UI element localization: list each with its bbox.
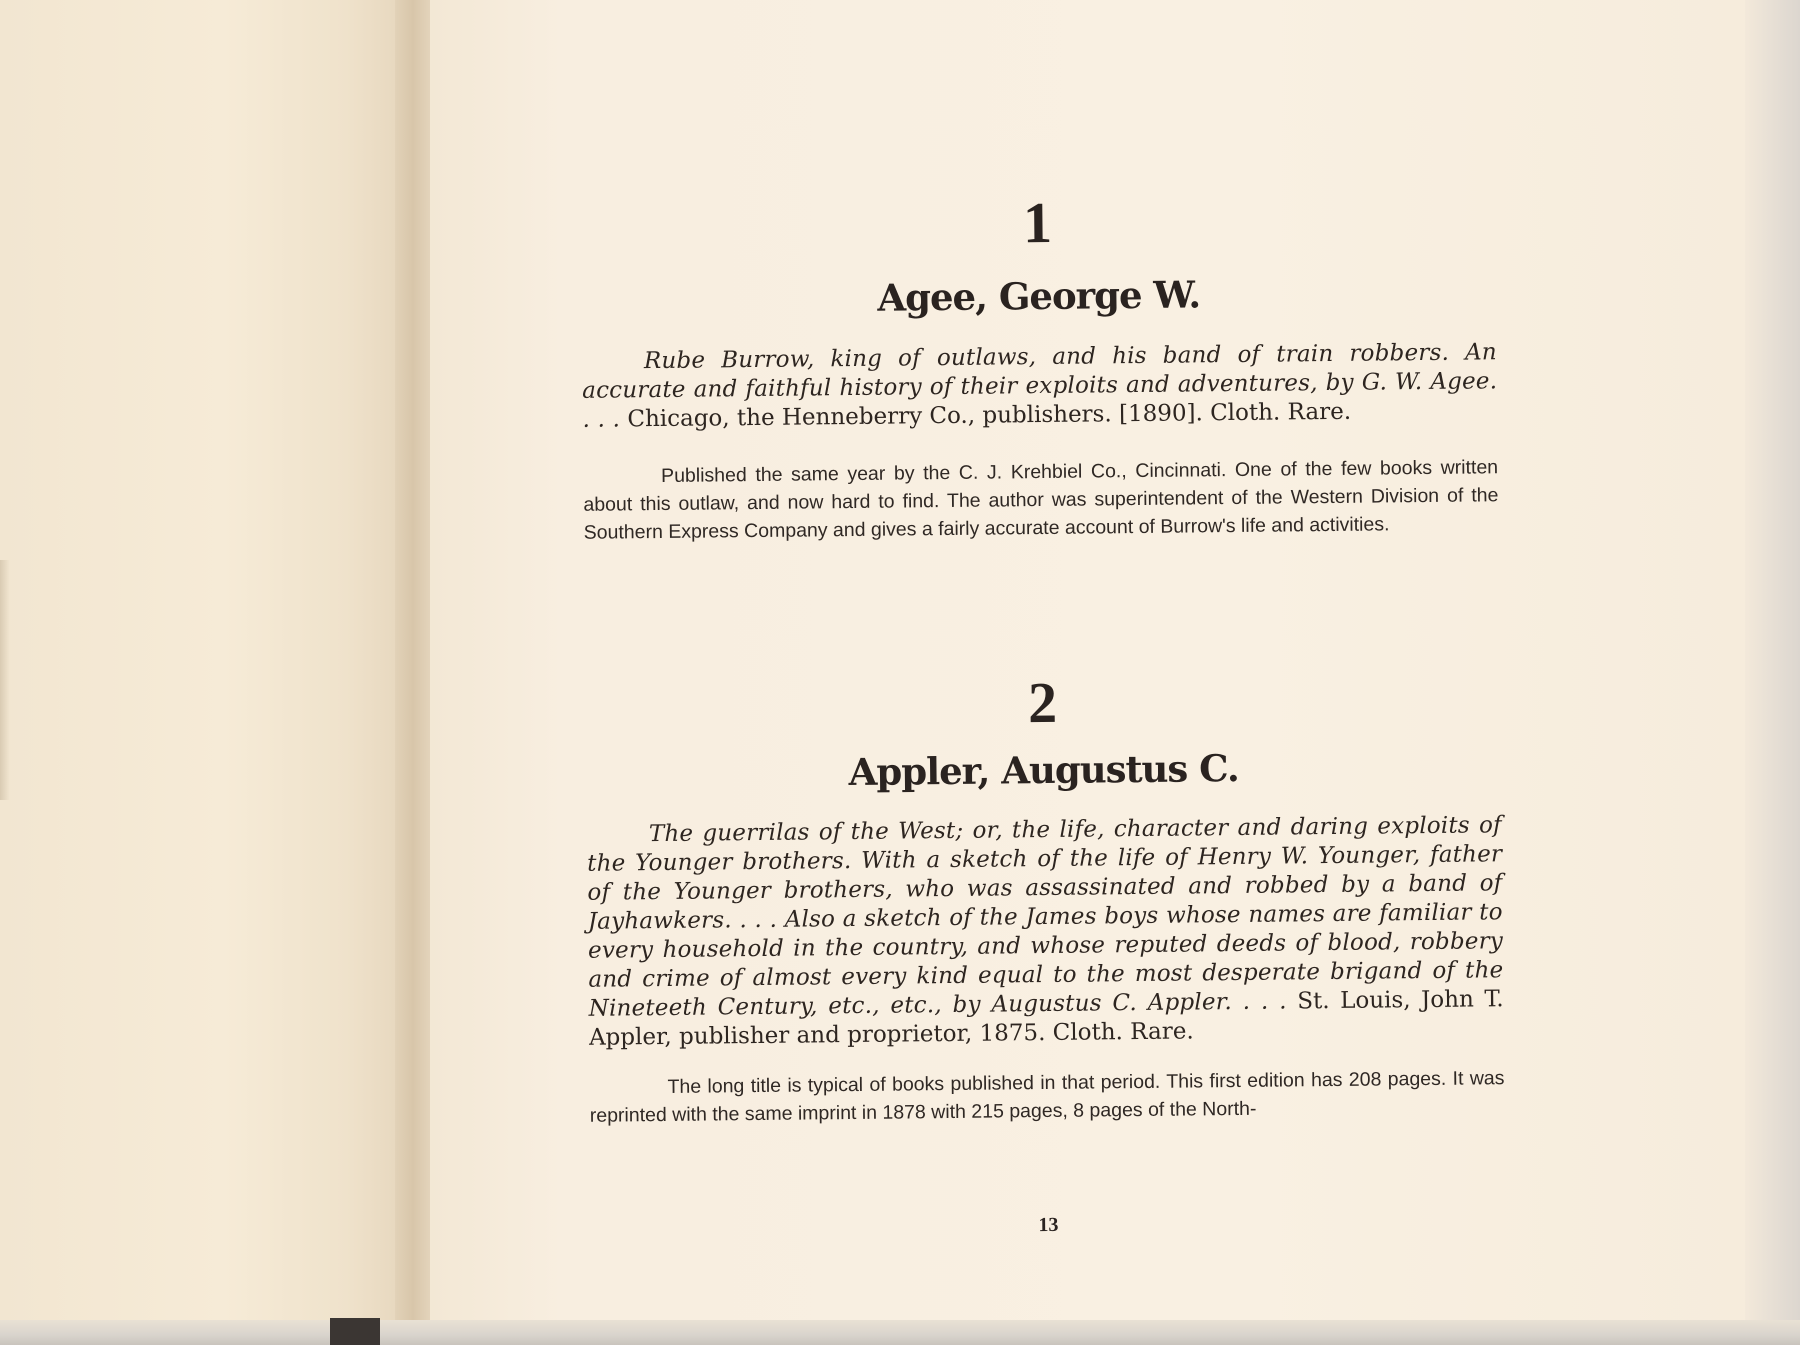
- entry-author-heading: Appler, Augustus C.: [848, 745, 1240, 795]
- entry-citation: [582, 338, 1498, 435]
- book-cover-board: [330, 1318, 380, 1345]
- citation-title: The guerrilas of the West; or, the life, character and daring exploits of the Younger brothers. With a sketch of the life of Henry W. Younger, father of the Younger brothers, who was assassinated and robbed by a band of Jayhawkers. . . . Also a sketch of the James boys whose names are familiar to every household in the country, and whose reputed deeds of blood, robbery and crime of almost every kind equal to the most desperate brigand of the Nineteeth Century, etc., etc., by Augustus C. Appler. . . .: [587, 812, 1504, 1022]
- citation-title: Rube Burrow, king of outlaws, and his band of train robbers. An accurate and faithful history of their exploits and adventures, by G. W. Agee. . . .: [582, 339, 1498, 433]
- citation-imprint: St. Louis, John T. Appler, publisher and proprietor, 1875. Cloth. Rare.: [588, 986, 1504, 1051]
- citation-imprint: Chicago, the Henneberry Co., publishers. [1890]. Cloth. Rare.: [619, 398, 1352, 433]
- left-page: [0, 0, 408, 1345]
- entry-note: Published the same year by the C. J. Krehbiel Co., Cincinnati. One of the few books written about this outlaw, and now hard to find. The author was superintendent of the Western Division of the Southern Express Company and gives a fairly accurate account of Burrow's life and activities.: [583, 456, 1499, 544]
- text-block: [580, 175, 1506, 1265]
- bottom-page-edge: [0, 1320, 1800, 1345]
- entry-citation: [587, 811, 1504, 1053]
- page-content: [582, 180, 1505, 1260]
- entry-note: The long title is typical of books published in that period. This first edition has 208 pages. It was reprinted with the same imprint in 1878 with 215 pages, 8 pages of the North-: [589, 1067, 1505, 1127]
- entry-author-heading: Agee, George W.: [877, 272, 1201, 320]
- entry-number: 1: [1022, 189, 1054, 256]
- left-page-shadow: [0, 560, 10, 800]
- page-number: 13: [1038, 1213, 1059, 1237]
- entry-number: 2: [1027, 669, 1059, 736]
- page-edge: [1745, 0, 1800, 1345]
